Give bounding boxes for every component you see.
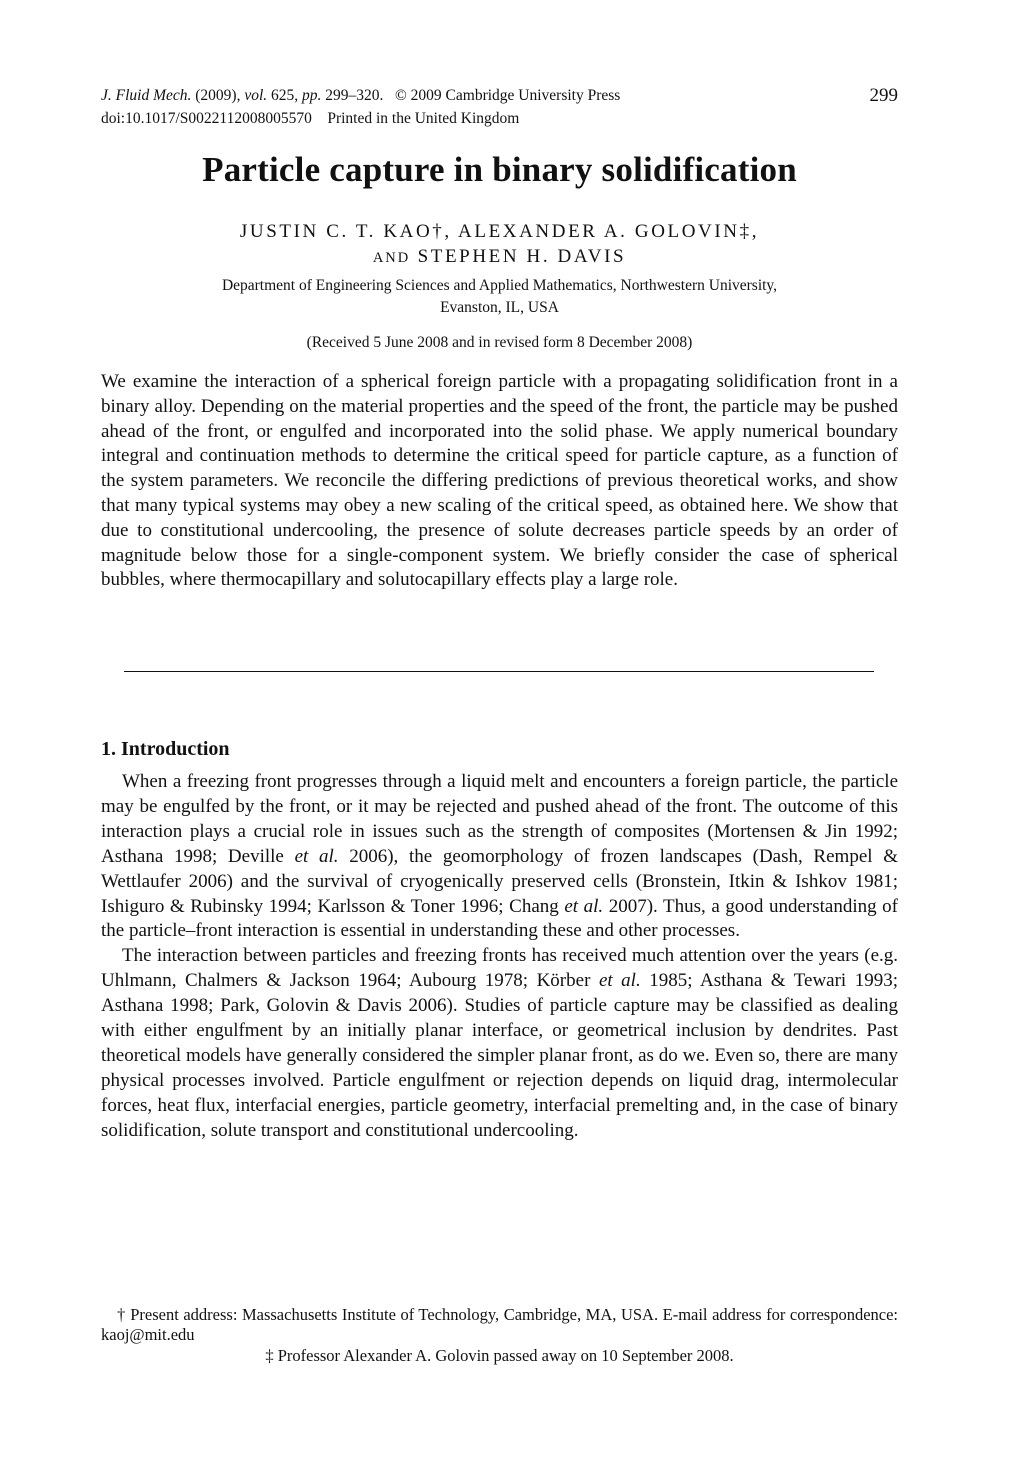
p2-etal: et al. <box>598 970 641 992</box>
page-number: 299 <box>869 85 898 106</box>
received-dates: (Received 5 June 2008 and in revised form 8 December 2008) <box>306 334 693 351</box>
paper-title: Particle capture in binary solidification <box>202 150 797 189</box>
p1-etal-2: et al. <box>564 895 604 917</box>
affiliation-line-2: Evanston, IL, USA <box>440 299 559 316</box>
pages-label: pp. <box>302 87 322 104</box>
footnote-dagger: † Present address: Massachusetts Institute of Technology, Cambridge, MA, USA. E-mail address for correspondence: kaoj@mit.edu <box>101 1305 898 1344</box>
footnote-double-dagger: ‡ Professor Alexander A. Golovin passed away on 10 September 2008. <box>265 1346 734 1365</box>
p1-text-c: 2007). Thus, a good understanding of the particle–front interaction is essential in understanding these and other processes. <box>101 895 899 942</box>
abstract-divider <box>124 671 874 672</box>
section-heading: 1. Introduction <box>101 738 230 760</box>
authors-and: AND <box>372 250 411 266</box>
volume-label: vol. <box>244 87 268 104</box>
p1-etal-1: et al. <box>294 845 339 867</box>
p1-text-a: When a freezing front progresses through a liquid melt and encounters a foreign particle, the particle may be engulfed by the front, or it may be rejected and pushed ahead of the front. The outcome of this interaction plays a crucial role in issues such as the strength of composites (Mortensen & Jin 1992; Asthana 1998; Deville <box>101 771 898 867</box>
p2-text-a: The interaction between particles and freezing fronts has received much attention over the years (e.g. Uhlmann, Chalmers & Jackson 1964; Aubourg 1978; Körber <box>101 945 898 992</box>
page-range: 299–320. <box>325 87 384 104</box>
citation-line <box>101 84 898 107</box>
affiliation-line-1: Department of Engineering Sciences and Applied Mathematics, Northwestern University, <box>221 277 778 294</box>
authors-line-2 <box>101 244 898 271</box>
p1-text-b: 2006), the geomorphology of frozen landscapes (Dash, Rempel & Wettlaufer 2006) and the survival of cryogenically preserved cells (Bronstein, Itkin & Ishkov 1981; Ishiguro & Rubinsky 1994; Karlsson & Toner 1996; Chang <box>101 845 899 917</box>
copyright-notice: © 2009 Cambridge University Press <box>395 87 621 104</box>
volume-number: 625, <box>271 87 299 104</box>
journal-year: (2009), <box>195 87 241 104</box>
section-body <box>101 770 898 1144</box>
abstract: We examine the interaction of a spherical foreign particle with a propagating solidification front in a binary alloy. Depending on the material properties and the speed of the front, the particle may be pushed ahead of the front, or engulfed and incorporated into the solid phase. We apply numerical boundary integral and continuation methods to determine the critical speed for particle capture, as a function of the system parameters. We reconcile the differing predictions of previous theoretical works, and show that many typical systems may obey a new scaling of the critical speed, as obtained here. We show that due to constitutional undercooling, the presence of solute decreases particle speeds by an order of magnitude below those for a single-component system. We briefly consider the case of spherical bubbles, where thermocapillary and solutocapillary effects play a large role. <box>101 371 898 591</box>
paragraph-2 <box>101 944 898 1143</box>
authors-last: STEPHEN H. DAVIS <box>417 246 627 267</box>
affiliation <box>101 275 898 319</box>
author-list <box>101 219 898 271</box>
journal-name: J. Fluid Mech. <box>101 87 192 104</box>
journal-header <box>101 84 898 130</box>
p2-text-b: 1985; Asthana & Tewari 1993; Asthana 1998; Park, Golovin & Davis 2006). Studies of particle capture may be classified as dealing with either engulfment by an initially planar interface, or geometrical inclusion by dendrites. Past theoretical models have generally considered the simpler planar front, as do we. Even so, there are many physical processes involved. Particle engulfment or rejection depends on liquid drag, intermolecular forces, heat flux, interfacial energies, particle geometry, interfacial premelting and, in the case of binary solidification, solute transport and constitutional undercooling. <box>101 970 899 1141</box>
doi: doi:10.1017/S0022112008005570 <box>101 110 312 127</box>
paragraph-1 <box>101 770 898 944</box>
printed-notice: Printed in the United Kingdom <box>327 110 520 127</box>
authors-line-1: JUSTIN C. T. KAO†, ALEXANDER A. GOLOVIN‡, <box>239 221 760 242</box>
doi-line <box>101 107 898 130</box>
footnotes <box>101 1305 898 1366</box>
